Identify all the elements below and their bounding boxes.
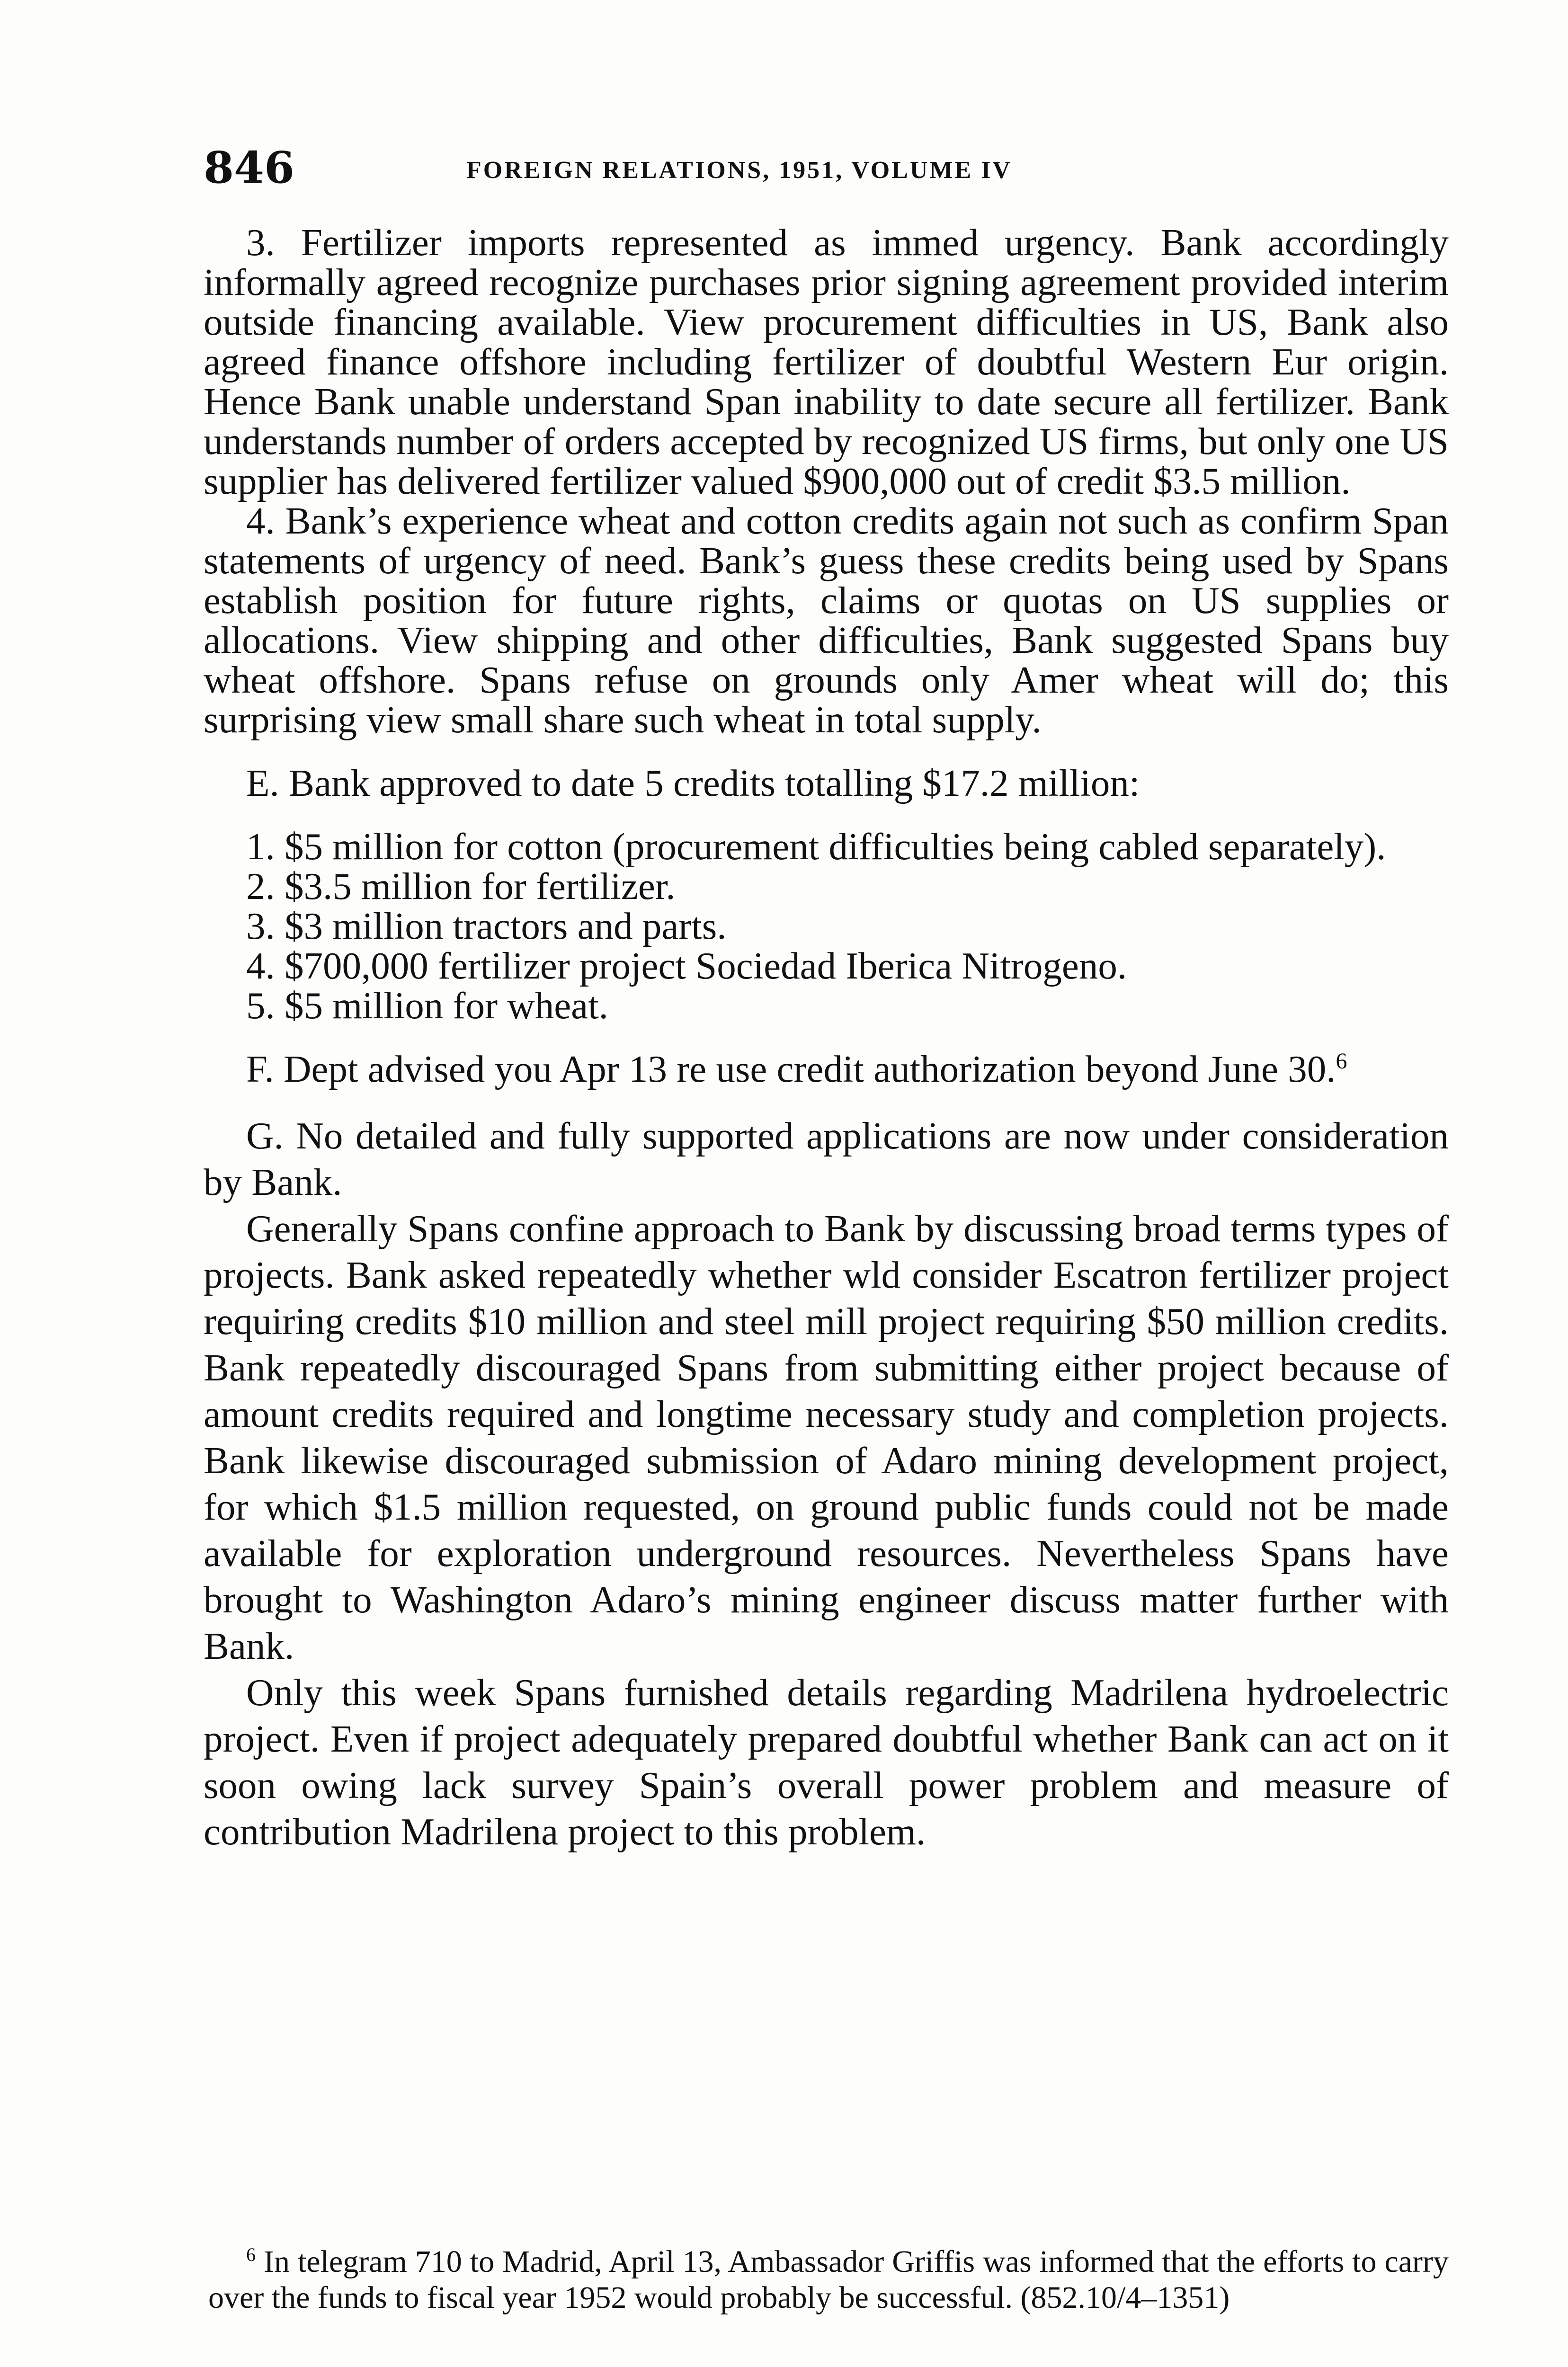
footnote-paragraph bbox=[208, 2244, 1449, 2316]
list-item: 1. $5 million for cotton (procurement difficulties being cabled separately). bbox=[246, 825, 1386, 868]
list-item: 4. $700,000 fertilizer project Sociedad Iberica Nitrogeno. bbox=[246, 944, 1127, 987]
list-item: 5. $5 million for wheat. bbox=[246, 984, 608, 1027]
footnote bbox=[208, 2244, 1449, 2316]
paragraph-text: F. Dept advised you Apr 13 re use credit authorization beyond June 30. bbox=[246, 1048, 1336, 1090]
list-item: 3. $3 million tractors and parts. bbox=[246, 905, 727, 947]
footnote-text: In telegram 710 to Madrid, April 13, Ambassador Griffis was informed that the efforts to carry over the funds to fiscal year 1952 would probably be successful. (852.10/4–1351) bbox=[208, 2244, 1449, 2315]
list-item: 2. $3.5 million for fertilizer. bbox=[246, 865, 676, 908]
paragraph: Only this week Spans furnished details regarding Madrilena hydroelectric project. Even if project adequately prepared doubtful whether Bank can act on it soon owing lack survey Spain’s overall power problem and measure of contribution Madrilena project to this problem. bbox=[204, 1671, 1449, 1853]
paragraph: G. No detailed and fully supported applications are now under consideration by Bank. bbox=[204, 1114, 1449, 1203]
page-header bbox=[204, 142, 1458, 194]
paragraph: 4. Bank’s experience wheat and cotton credits again not such as confirm Span statements of urgency of need. Bank’s guess these credits being used by Spans establish position for future rights, claims or quotas on US supplies or allocations. View shipping and other difficulties, Bank suggested Spans buy wheat offshore. Spans refuse on grounds only Amer wheat will do; this surprising view small share such wheat in total supply. bbox=[204, 499, 1449, 741]
running-title: FOREIGN RELATIONS, 1951, VOLUME IV bbox=[466, 157, 1012, 184]
paragraph: 3. Fertilizer imports represented as immed urgency. Bank accordingly informally agreed recognize purchases prior signing agreement provided interim outside financing available. View procurement difficulties in US, Bank also agreed finance offshore including fertilizer of doubtful Western Eur origin. Hence Bank unable understand Span inability to date secure all fertilizer. Bank understands number of orders accepted by recognized US firms, but only one US supplier has delivered fertilizer valued $900,000 out of credit $3.5 million. bbox=[204, 221, 1449, 502]
paragraph: E. Bank approved to date 5 credits totalling $17.2 million: bbox=[246, 762, 1140, 804]
footnote-mark: 6 bbox=[246, 2244, 256, 2265]
page-number: 846 bbox=[204, 142, 295, 193]
footnote-reference: 6 bbox=[1336, 1049, 1347, 1074]
paragraph bbox=[204, 1049, 1449, 1089]
body-text bbox=[204, 222, 1449, 1855]
paragraph: Generally Spans confine approach to Bank by discussing broad terms types of projects. Bank asked repeatedly whether wld consider Escatron fertilizer project requiring credits $10 million and steel mill project requiring $50 million credits. Bank repeatedly discouraged Spans from submitting either project because of amount credits required and longtime necessary study and completion projects. Bank likewise discouraged submission of Adaro mining development project, for which $1.5 million requested, on ground public funds could not be made available for exploration underground resources. Nevertheless Spans have brought to Washington Adaro’s mining engineer discuss matter further with Bank. bbox=[204, 1207, 1449, 1667]
